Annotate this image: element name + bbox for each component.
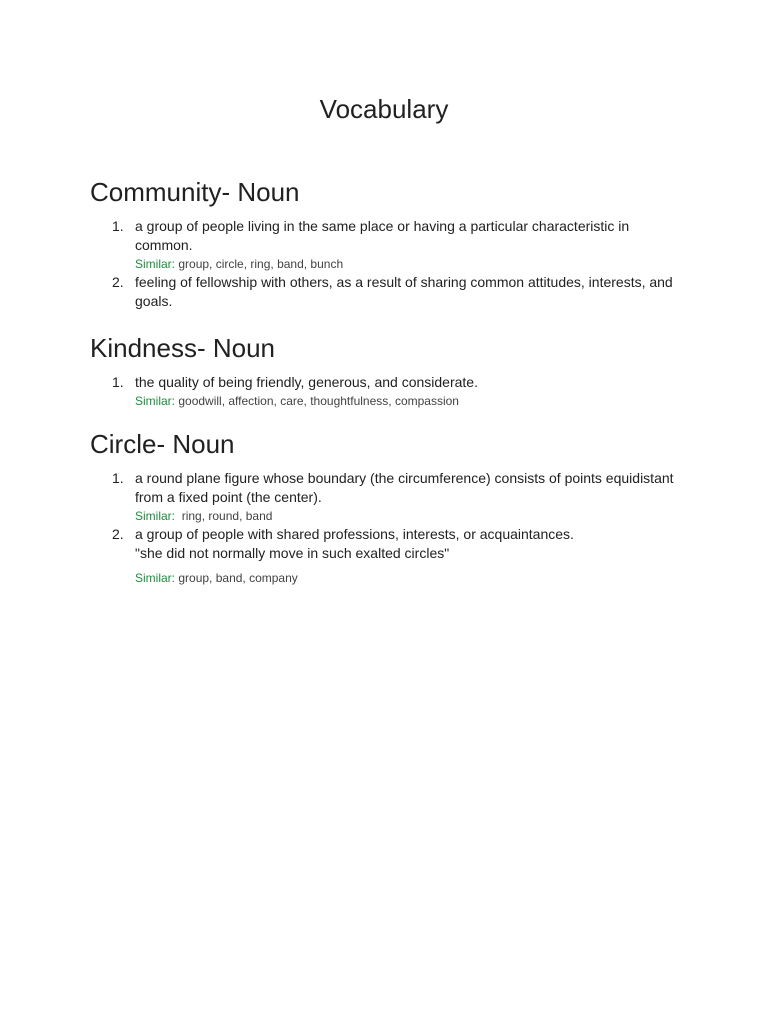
definition-item (90, 469, 690, 525)
section-heading: Circle- Noun (90, 429, 235, 459)
definition-item (90, 373, 690, 410)
definition-number: 2. (112, 274, 124, 290)
section-heading: Community- Noun (90, 177, 300, 207)
definition-number: 1. (112, 218, 124, 234)
similar-list: goodwill, affection, care, thoughtfulness, compassion (178, 394, 459, 408)
definition-item (90, 525, 690, 587)
definition-text: a group of people living in the same place or having a particular characteristic in common. (135, 218, 630, 253)
similar-label: Similar: (135, 257, 176, 271)
similar-list: group, band, company (178, 571, 298, 585)
example-quote: "she did not normally move in such exalted circles" (135, 545, 450, 561)
document-title: Vocabulary (319, 94, 449, 124)
section-circle (90, 428, 690, 587)
similar-words (135, 255, 690, 273)
section-community (90, 176, 690, 311)
definition-list (90, 373, 690, 410)
definition-item (90, 217, 690, 273)
similar-label: Similar: (135, 394, 176, 408)
definition-list (90, 217, 690, 311)
definition-number: 1. (112, 374, 124, 390)
definition-number: 2. (112, 526, 124, 542)
similar-label: Similar: (135, 509, 176, 523)
definition-text: feeling of fellowship with others, as a result of sharing common attitudes, interests, and goals. (135, 274, 673, 309)
definition-item (90, 273, 690, 311)
similar-words (135, 569, 690, 587)
definition-text: the quality of being friendly, generous, and considerate. (135, 374, 478, 390)
similar-list: group, circle, ring, band, bunch (178, 257, 344, 271)
definition-list (90, 469, 690, 587)
similar-list: ring, round, band (178, 509, 273, 523)
section-kindness (90, 332, 690, 410)
definition-text: a round plane figure whose boundary (the circumference) consists of points equidistant from a fixed point (the center). (135, 470, 674, 505)
similar-words (135, 507, 690, 525)
similar-label: Similar: (135, 571, 176, 585)
definition-number: 1. (112, 470, 124, 486)
definition-text: a group of people with shared professions, interests, or acquaintances. (135, 526, 574, 542)
similar-words (135, 392, 690, 410)
section-heading: Kindness- Noun (90, 333, 275, 363)
